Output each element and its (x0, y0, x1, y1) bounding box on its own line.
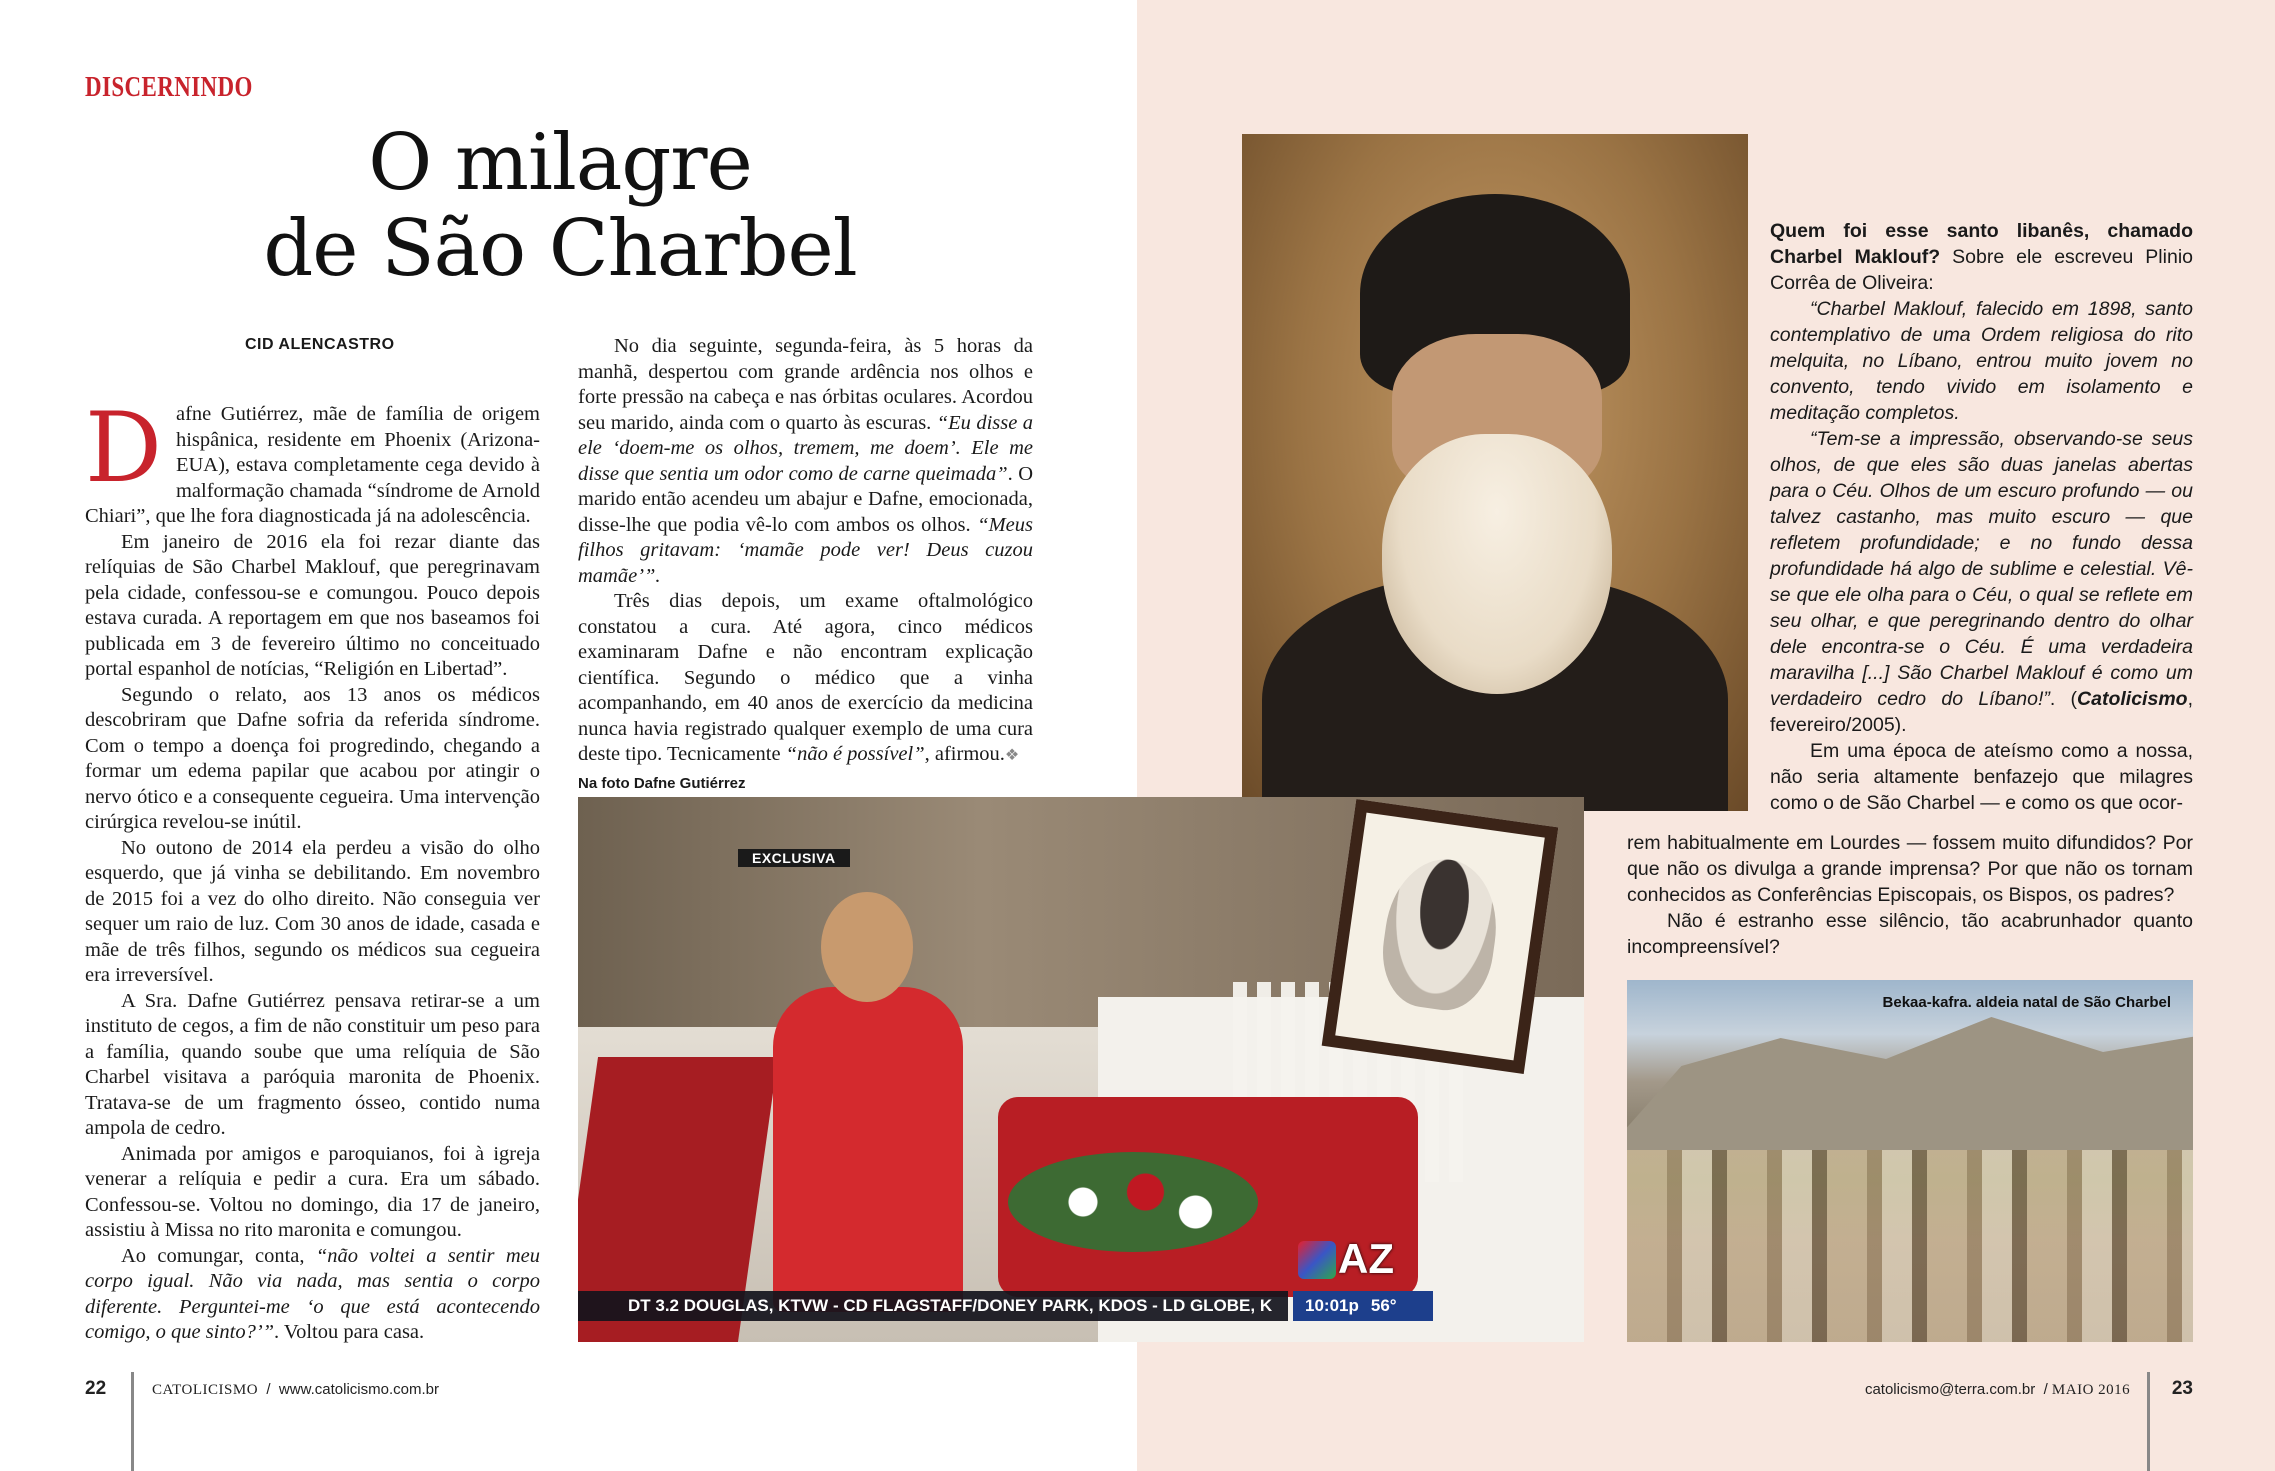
body-column-2 (578, 334, 1033, 769)
paragraph: No outono de 2014 ela perdeu a visão do olho esquerdo, que já vinha se debilitando. Em novembro de 2015 foi a vez do olho direito. Não conseguia ver sequer um raio de luz. Com 30 anos de idade, casada e mãe de três filhos, segundo os médicos sua cegueira era irreversível. (85, 836, 540, 986)
author-byline: CID ALENCASTRO (245, 336, 395, 353)
folio-rule (131, 1372, 134, 1471)
tv-ticker: DT 3.2 DOUGLAS, KTVW - CD FLAGSTAFF/DONEY PARK, KDOS - LD GLOBE, K (578, 1291, 1288, 1321)
village-houses (1627, 1150, 2193, 1342)
univision-icon (1298, 1241, 1336, 1279)
folio-rule (2147, 1372, 2150, 1471)
quote-paragraph: “Charbel Maklouf, falecido em 1898, santo contemplativo de uma Ordem religiosa do rito melquita, no Líbano, entrou muito jovem no convento, tendo vivido em isolamento e meditação completos. (1770, 298, 2193, 424)
quote-paragraph: “Tem-se a impressão, observando-se seus olhos, de que eles são duas janelas abertas para o Céu. Olhos de um escuro profundo — ou talvez castanho, mas muito escuro — que refletem profundidade; e no fundo dessa profundidade há algo de sublime e celestial. Vê-se que ele olha para o Céu, o qual se reflete em seu olhar, e que peregrinando dentro do olhar dele encontra-se o Céu. É uma verdadeira maravilha [...] São Charbel Maklouf é como um verdadeiro cedro do Líbano!”. (Catolicismo, fevereiro/2005). (1770, 428, 2193, 736)
tv-exclusive-tag: EXCLUSIVA (738, 849, 850, 867)
paragraph: Não é estranho esse silêncio, tão acabrunhador quanto incompreensível? (1627, 910, 2193, 958)
tv-time-box: 10:01p 56° (1293, 1291, 1433, 1321)
paragraph: Segundo o relato, aos 13 anos os médicos descobriram que Dafne sofria da referida síndrome. Com o tempo a doença foi progredindo, chegando a formar um edema papilar que acabou por atingir o nervo ótico e a consequente cegueira. Uma intervenção cirúrgica revelou-se inútil. (85, 683, 540, 833)
paragraph: Três dias depois, um exame oftalmológico constatou a cura. Até agora, cinco médicos examinaram Dafne e não encontram explicação científica. Segundo o médico que a vinha acompanhando, em 40 anos de exercício da medicina nunca havia registrado qualquer exemplo de uma cura deste tipo. Tecnicamente “não é possível”, afirmou.❖ (578, 590, 1033, 765)
paragraph: No dia seguinte, segunda-feira, às 5 horas da manhã, despertou com grande ardência nos olhos e forte pressão na cabeça e nas órbitas oculares. Acordou seu marido, ainda com o quarto às escuras. “Eu disse a ele ‘doem-me os olhos, tremem, me doem’. Ele me disse que sentia um odor como de carne queimada”. O marido então acendeu um abajur e Dafne, emocionada, disse-lhe que podia vê-lo com ambos os olhos. “Meus filhos gritavam: ‘mamãe pode ver! Deus cuzou mamãe’”. (578, 335, 1034, 587)
photo-caption: Na foto Dafne Gutiérrez (578, 775, 746, 792)
paragraph: rem habitualmente em Lourdes — fossem muito difundidos? Por que não os divulga a grande imprensa? Por que não os tornam conhecidos as Conferências Episcopais, os Bispos, os padres? (1627, 832, 2193, 906)
end-mark-icon: ❖ (1004, 747, 1020, 764)
drop-cap: D (85, 392, 162, 504)
body-column-3 (1770, 218, 2193, 816)
photo-flowers (1008, 1152, 1258, 1252)
body-column-3-wide (1627, 830, 2193, 960)
tv-station-logo: AZ (1298, 1235, 1394, 1283)
paragraph: Animada por amigos e paroquianos, foi à igreja venerar a relíquia e pedir a cura. Era um sábado. Confessou-se. Voltou no domingo, dia 17 de janeiro, assistiu à Missa no rito maronita e comungou. (85, 1142, 540, 1241)
tv-news-photo (578, 797, 1584, 1342)
page-number: 23 (2171, 1378, 2193, 1399)
email-address: catolicismo@terra.com.br (1864, 1381, 2036, 1398)
page-number: 22 (85, 1378, 107, 1399)
folio-left: 22 CATOLICISMO / www.catolicismo.com.br (85, 1378, 439, 1399)
section-tag: DISCERNINDO (85, 72, 253, 103)
paragraph: Quem foi esse santo libanês, chamado Charbel Maklouf? Sobre ele escreveu Plinio Corrêa de Oliveira: (1770, 220, 2193, 294)
village-photo (1627, 980, 2193, 1342)
portrait-beard (1382, 434, 1612, 694)
body-column-1 (85, 392, 540, 1346)
paragraph: Em uma época de ateísmo como a nossa, não seria altamente benfazejo que milagres como o de São Charbel — e como os que ocor- (1770, 740, 2193, 814)
issue-date: MAIO 2016 (2051, 1382, 2131, 1398)
photo-framed-portrait (1322, 799, 1559, 1074)
paragraph: Dafne Gutiérrez, mãe de família de origem hispânica, residente em Phoenix (Arizona-EUA), estava completamente cega devido à malformação chamada “síndrome de Arnold Chiari”, que lhe fora diagnosticada já na adolescência. (85, 392, 540, 527)
village-caption: Bekaa-kafra. aldeia natal de São Charbel (1882, 994, 2171, 1011)
website-url: www.catolicismo.com.br (278, 1381, 439, 1398)
magazine-name: CATOLICISMO (151, 1382, 259, 1398)
article-title: O milagre de São Charbel (263, 118, 857, 294)
photo-woman (773, 892, 963, 1312)
paragraph: A Sra. Dafne Gutiérrez pensava retirar-se a um instituto de cegos, a fim de não constituir um peso para a família, quando soube que uma relíquia de São Charbel visitava a paróquia maronita de Phoenix. Tratava-se de um fragmento ósseo, contido numa ampola de cedro. (85, 989, 540, 1139)
saint-portrait-photo (1242, 134, 1748, 811)
village-mountains (1627, 1010, 2193, 1150)
paragraph: Em janeiro de 2016 ela foi rezar diante das relíquias de São Charbel Maklouf, que peregrinavam pela cidade, confessou-se e comungou. Pouco depois estava curada. A reportagem em que nos baseamos foi publicada em 3 de fevereiro último no conceituado portal espanhol de notícias, “Religión en Libertad”. (85, 530, 540, 680)
paragraph: Ao comungar, conta, “não voltei a sentir meu corpo igual. Não via nada, mas sentia o corpo diferente. Perguntei-me ‘o que está acontecendo comigo, o que sinto?’”. Voltou para casa. (85, 1244, 540, 1343)
folio-right: catolicismo@terra.com.br / MAIO 2016 23 (1864, 1378, 2193, 1399)
